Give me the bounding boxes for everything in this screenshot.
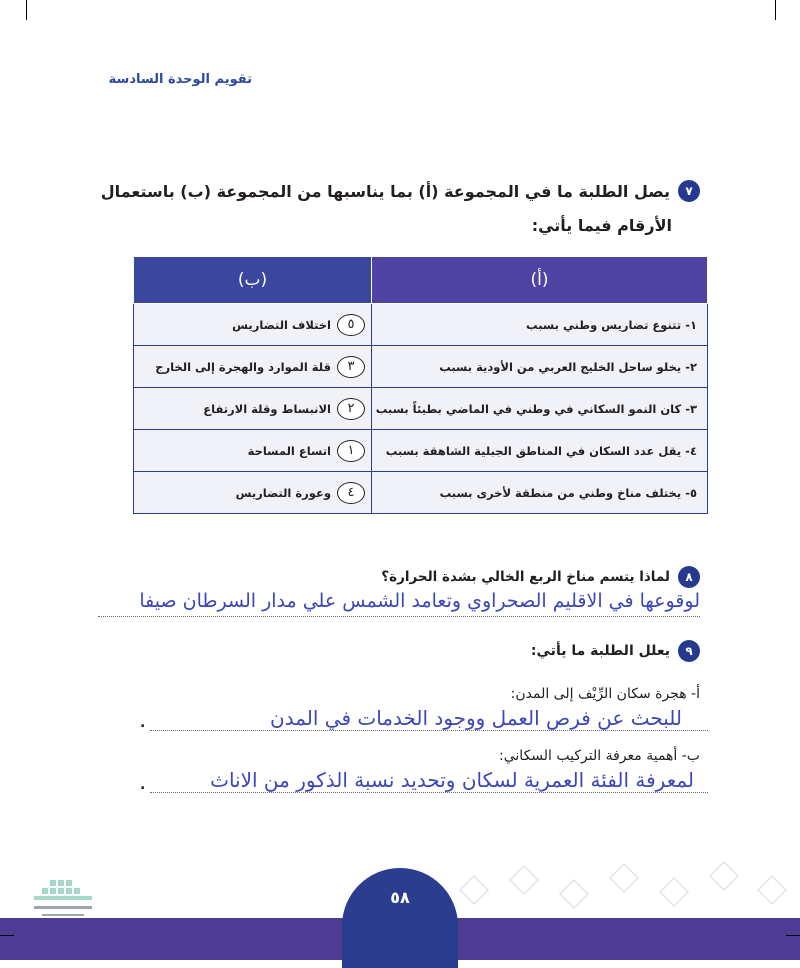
crop-mark-bottom-right — [786, 935, 800, 936]
crop-mark-top-left — [26, 0, 27, 20]
answer-number-oval: ٣ — [337, 356, 365, 378]
question-8-text: لماذا يتسم مناخ الربع الخالي بشدة الحرارة؟ — [381, 569, 670, 585]
table-row — [134, 346, 708, 388]
matching-table — [133, 256, 708, 514]
column-a-cell: ٥- يختلف مناخ وطني من منطقة لأخرى بسبب — [372, 472, 708, 514]
answer-period: . — [140, 777, 146, 793]
column-b-text: قلة الموارد والهجرة إلى الخارج — [155, 359, 331, 374]
question-7-number: ٧ — [678, 180, 700, 202]
answer-number-oval: ٤ — [337, 482, 365, 504]
question-7 — [100, 180, 700, 202]
column-b-cell — [134, 304, 372, 346]
column-b-text: الانبساط وقلة الارتفاع — [203, 401, 331, 416]
table-row — [134, 430, 708, 472]
page-number: ٥٨ — [390, 888, 410, 907]
column-a-cell: ١- تتنوع تضاريس وطني بسبب — [372, 304, 708, 346]
table-row — [134, 472, 708, 514]
table-row — [134, 304, 708, 346]
column-a-cell: ٣- كان النمو السكاني في وطني في الماضي بطيئاً بسبب — [372, 388, 708, 430]
answer-line — [150, 730, 708, 731]
answer-line — [150, 792, 708, 793]
question-9 — [531, 640, 700, 662]
column-b-text: اتساع المساحة — [247, 443, 331, 458]
crop-mark-top-right — [775, 0, 776, 20]
column-b-cell — [134, 472, 372, 514]
crop-mark-bottom-left — [0, 935, 14, 936]
answer-number-oval: ١ — [337, 440, 365, 462]
question-9-text: يعلل الطلبة ما يأتي: — [530, 643, 670, 659]
column-b-header: (ب) — [134, 257, 372, 304]
answer-line — [98, 616, 700, 617]
column-b-cell — [134, 388, 372, 430]
unit-review-title: تقويم الوحدة السادسة — [108, 72, 252, 87]
column-a-cell: ٢- يخلو ساحل الخليج العربي من الأودية بسبب — [372, 346, 708, 388]
answer-period: . — [140, 715, 146, 731]
question-9b-answer[interactable]: لمعرفة الفئة العمرية لسكان وتحديد نسبة الذكور من الاناث — [210, 768, 694, 792]
question-8-answer[interactable]: لوقوعها في الاقليم الصحراوي وتعامد الشمس علي مدار السرطان صيفا — [139, 590, 700, 612]
question-9a-answer[interactable]: للبحث عن فرص العمل ووجود الخدمات في المدن — [270, 706, 682, 730]
question-9-number: ٩ — [678, 640, 700, 662]
column-b-cell — [134, 346, 372, 388]
column-b-cell — [134, 430, 372, 472]
answer-number-oval: ٢ — [337, 398, 365, 420]
column-a-cell: ٤- يقل عدد السكان في المناطق الجبلية الشاهقة بسبب — [372, 430, 708, 472]
question-9a-label: أ- هجرة سكان الرِّيْف إلى المدن: — [510, 686, 700, 702]
column-b-text: وعورة التضاريس — [235, 485, 331, 500]
question-8-number: ٨ — [678, 566, 700, 588]
question-7-text-line1: يصل الطلبة ما في المجموعة (أ) بما يناسبها من المجموعة (ب) باستعمال — [100, 181, 670, 201]
question-9b-label: ب- أهمية معرفة التركيب السكاني: — [499, 748, 700, 764]
question-8 — [381, 566, 700, 588]
decorative-diamond-pattern — [440, 850, 800, 920]
table-row — [134, 388, 708, 430]
column-b-text: اختلاف التضاريس — [232, 317, 331, 332]
column-a-header: (أ) — [372, 257, 708, 304]
answer-number-oval: ٥ — [337, 314, 365, 336]
question-7-text-line2: الأرقام فيما يأتي: — [531, 216, 672, 235]
